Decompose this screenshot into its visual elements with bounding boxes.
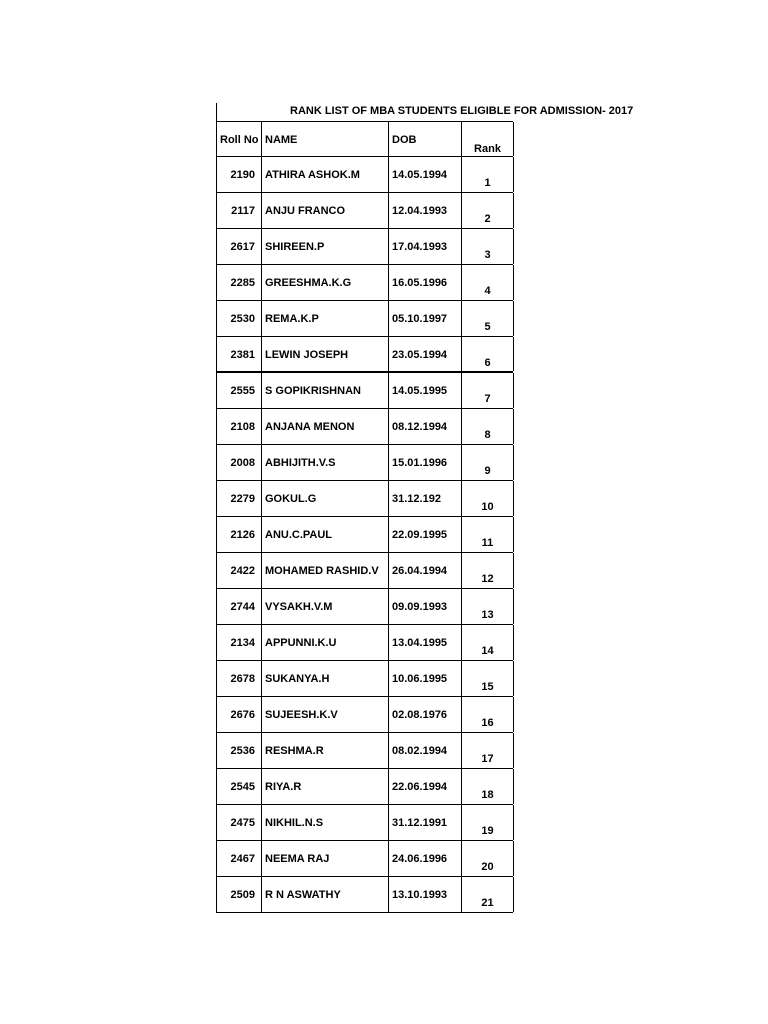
dob-cell: 10.06.1995 xyxy=(389,661,462,696)
table-row xyxy=(216,625,513,661)
rank-cell: 17 xyxy=(462,733,514,768)
name-cell: NIKHIL.N.S xyxy=(262,805,389,840)
name-cell: ANJANA MENON xyxy=(262,409,389,444)
dob-cell: 09.09.1993 xyxy=(389,589,462,624)
name-cell: GREESHMA.K.G xyxy=(262,265,389,300)
table-row xyxy=(216,193,513,229)
table-row xyxy=(216,481,513,517)
name-cell: R N ASWATHY xyxy=(262,877,389,912)
table-row xyxy=(216,661,513,697)
page-title: RANK LIST OF MBA STUDENTS ELIGIBLE FOR ADMISSION- 2017 xyxy=(290,105,634,117)
name-cell: ANJU FRANCO xyxy=(262,193,389,228)
dob-cell: 31.12.1991 xyxy=(389,805,462,840)
dob-cell: 14.05.1995 xyxy=(389,373,462,408)
dob-cell: 05.10.1997 xyxy=(389,301,462,336)
rank-cell: 5 xyxy=(462,301,514,336)
header-roll-no: Roll No xyxy=(217,122,262,156)
table-row xyxy=(216,301,513,337)
roll-no-cell: 2678 xyxy=(217,661,262,696)
name-cell: LEWIN JOSEPH xyxy=(262,337,389,371)
dob-cell: 17.04.1993 xyxy=(389,229,462,264)
roll-no-cell: 2536 xyxy=(217,733,262,768)
roll-no-cell: 2467 xyxy=(217,841,262,876)
roll-no-cell: 2279 xyxy=(217,481,262,516)
roll-no-cell: 2744 xyxy=(217,589,262,624)
dob-cell: 15.01.1996 xyxy=(389,445,462,480)
table-row xyxy=(216,553,513,589)
dob-cell: 13.10.1993 xyxy=(389,877,462,912)
roll-no-cell: 2108 xyxy=(217,409,262,444)
dob-cell: 14.05.1994 xyxy=(389,157,462,192)
dob-cell: 23.05.1994 xyxy=(389,337,462,371)
rank-cell: 19 xyxy=(462,805,514,840)
rank-cell: 20 xyxy=(462,841,514,876)
name-cell: ATHIRA ASHOK.M xyxy=(262,157,389,192)
table-row xyxy=(216,409,513,445)
rank-cell: 10 xyxy=(462,481,514,516)
table-row xyxy=(216,733,513,769)
roll-no-cell: 2475 xyxy=(217,805,262,840)
roll-no-cell: 2134 xyxy=(217,625,262,660)
header-name: NAME xyxy=(262,122,389,156)
rank-cell: 14 xyxy=(462,625,514,660)
rank-cell: 6 xyxy=(462,337,514,371)
rank-cell: 9 xyxy=(462,445,514,480)
roll-no-cell: 2285 xyxy=(217,265,262,300)
name-cell: SUKANYA.H xyxy=(262,661,389,696)
table-row xyxy=(216,229,513,265)
dob-cell: 16.05.1996 xyxy=(389,265,462,300)
rank-cell: 13 xyxy=(462,589,514,624)
table-row xyxy=(216,373,513,409)
name-cell: NEEMA RAJ xyxy=(262,841,389,876)
table-row xyxy=(216,517,513,553)
table-row xyxy=(216,697,513,733)
table-row xyxy=(216,769,513,805)
dob-cell: 22.06.1994 xyxy=(389,769,462,804)
table-row xyxy=(216,589,513,625)
name-cell: MOHAMED RASHID.V xyxy=(262,553,389,588)
rank-cell: 21 xyxy=(462,877,514,912)
roll-no-cell: 2555 xyxy=(217,373,262,408)
rank-cell: 2 xyxy=(462,193,514,228)
roll-no-cell: 2190 xyxy=(217,157,262,192)
roll-no-cell: 2117 xyxy=(217,193,262,228)
header-dob: DOB xyxy=(389,122,462,156)
table-row xyxy=(216,841,513,877)
rank-cell: 12 xyxy=(462,553,514,588)
rank-cell: 18 xyxy=(462,769,514,804)
dob-cell: 31.12.192 xyxy=(389,481,462,516)
dob-cell: 13.04.1995 xyxy=(389,625,462,660)
table-header-row xyxy=(216,121,513,157)
rank-cell: 3 xyxy=(462,229,514,264)
dob-cell: 22.09.1995 xyxy=(389,517,462,552)
name-cell: RESHMA.R xyxy=(262,733,389,768)
dob-cell: 08.12.1994 xyxy=(389,409,462,444)
name-cell: S GOPIKRISHNAN xyxy=(262,373,389,408)
rank-cell: 16 xyxy=(462,697,514,732)
name-cell: GOKUL.G xyxy=(262,481,389,516)
roll-no-cell: 2381 xyxy=(217,337,262,371)
rank-cell: 4 xyxy=(462,265,514,300)
dob-cell: 02.08.1976 xyxy=(389,697,462,732)
dob-cell: 26.04.1994 xyxy=(389,553,462,588)
rank-cell: 15 xyxy=(462,661,514,696)
rank-table xyxy=(216,121,513,913)
dob-cell: 08.02.1994 xyxy=(389,733,462,768)
name-cell: SUJEESH.K.V xyxy=(262,697,389,732)
roll-no-cell: 2530 xyxy=(217,301,262,336)
roll-no-cell: 2617 xyxy=(217,229,262,264)
roll-no-cell: 2509 xyxy=(217,877,262,912)
roll-no-cell: 2676 xyxy=(217,697,262,732)
header-rank: Rank xyxy=(462,122,514,156)
rank-cell: 7 xyxy=(462,373,514,408)
name-cell: ABHIJITH.V.S xyxy=(262,445,389,480)
name-cell: VYSAKH.V.M xyxy=(262,589,389,624)
name-cell: APPUNNI.K.U xyxy=(262,625,389,660)
rank-cell: 1 xyxy=(462,157,514,192)
table-row xyxy=(216,805,513,841)
roll-no-cell: 2126 xyxy=(217,517,262,552)
table-row xyxy=(216,445,513,481)
table-row xyxy=(216,877,513,913)
roll-no-cell: 2422 xyxy=(217,553,262,588)
rank-cell: 8 xyxy=(462,409,514,444)
roll-no-cell: 2545 xyxy=(217,769,262,804)
rank-cell: 11 xyxy=(462,517,514,552)
name-cell: ANU.C.PAUL xyxy=(262,517,389,552)
table-row xyxy=(216,337,513,373)
name-cell: REMA.K.P xyxy=(262,301,389,336)
dob-cell: 24.06.1996 xyxy=(389,841,462,876)
table-row xyxy=(216,157,513,193)
table-row xyxy=(216,265,513,301)
name-cell: SHIREEN.P xyxy=(262,229,389,264)
name-cell: RIYA.R xyxy=(262,769,389,804)
left-border-stub xyxy=(216,103,217,122)
roll-no-cell: 2008 xyxy=(217,445,262,480)
dob-cell: 12.04.1993 xyxy=(389,193,462,228)
